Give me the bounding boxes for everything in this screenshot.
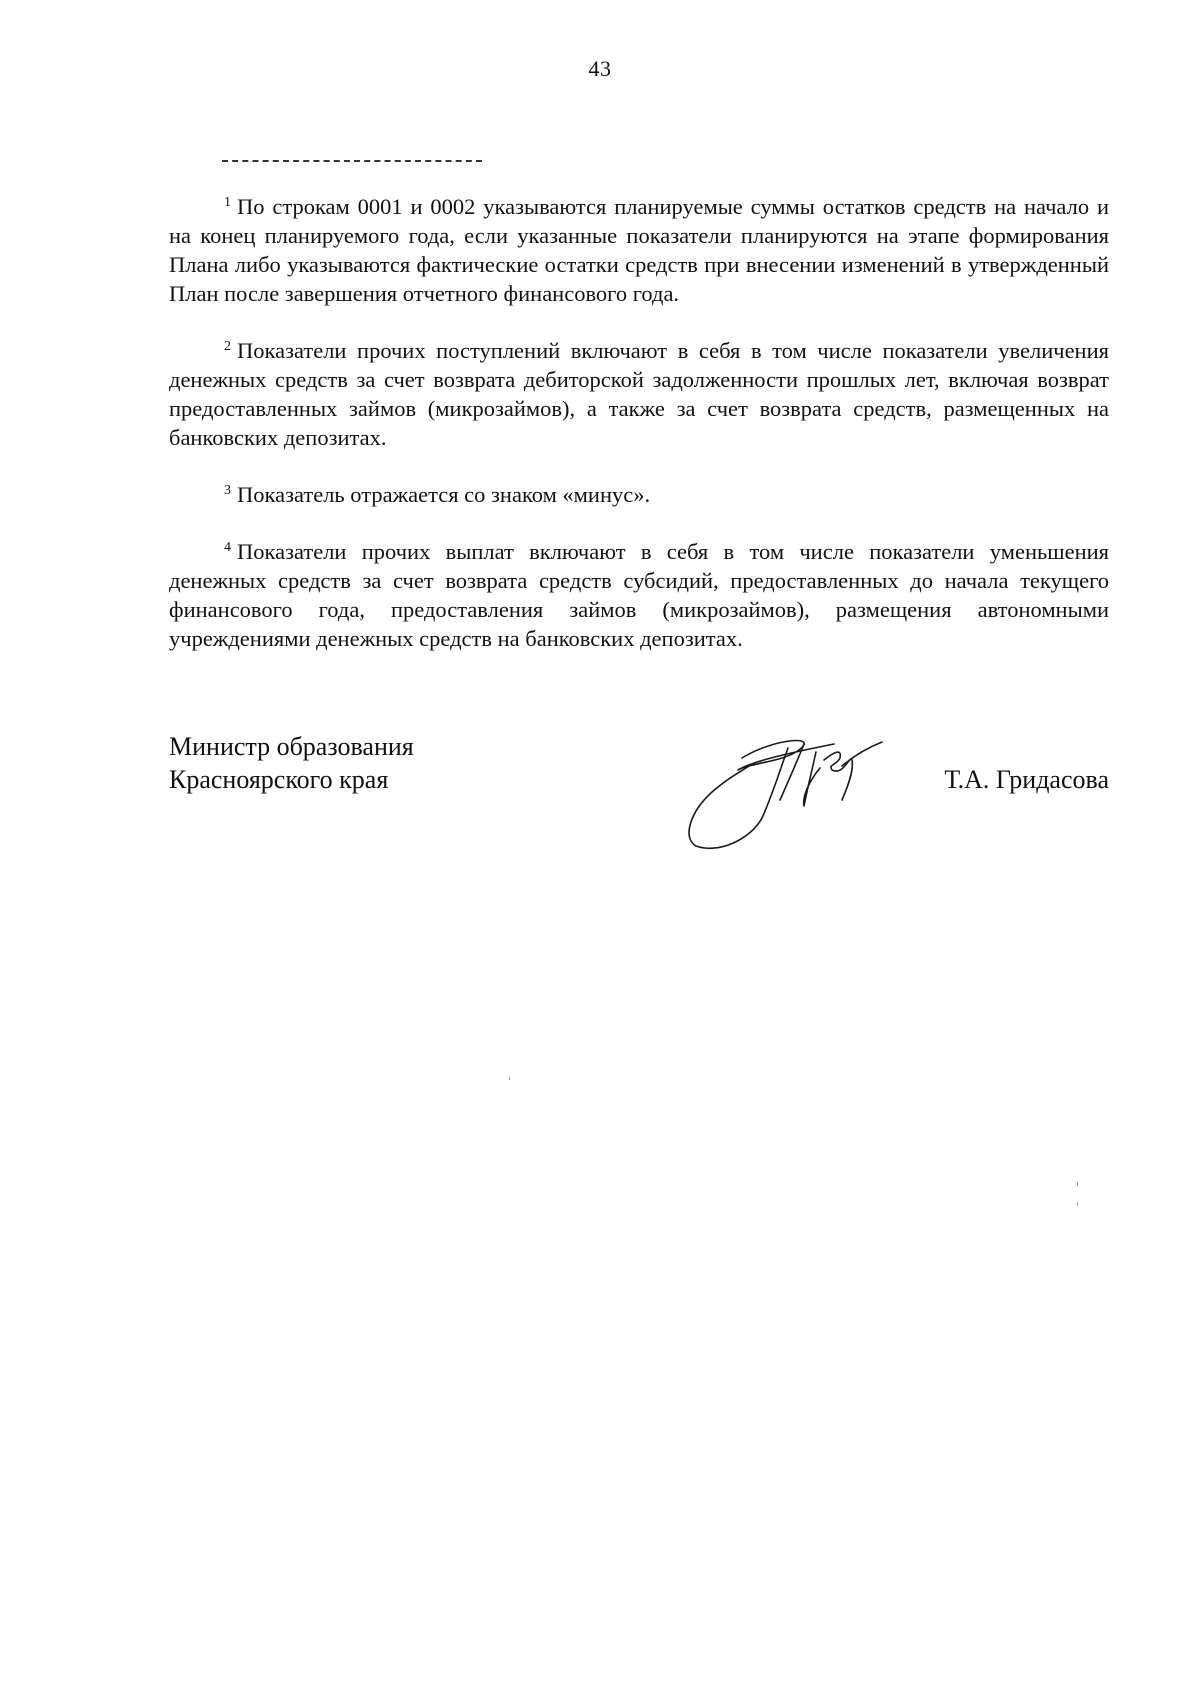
footnote-4 (169, 537, 1109, 653)
page-number: 43 (588, 56, 612, 81)
footnote-2 (169, 336, 1109, 452)
scan-speck (509, 1077, 510, 1080)
footnote-text: По строкам 0001 и 0002 указываются планируемые суммы остатков средств на начало и на конец планируемого года, если указанные показатели планируются на этапе формирования Плана либо указываются фактические остатки средств при внесении изменений в утвержденный План после завершения отчетного финансового года. (169, 194, 1109, 306)
handwritten-signature (684, 730, 884, 855)
footnote-marker: 3 (224, 483, 231, 498)
signer-position-line-2: Красноярского края (169, 765, 389, 794)
footnote-text: Показатели прочих поступлений включают в себя в том числе показатели увеличения денежных средств за счет возврата дебиторской задолженности прошлых лет, включая возврат предоставленных займов (микрозаймов), а также за счет возврата средств, размещенных на банковских депозитах. (169, 338, 1109, 450)
footnote-marker: 1 (224, 195, 231, 210)
signer-position-line-1: Министр образования (169, 732, 414, 761)
footnote-text: Показатель отражается со знаком «минус». (237, 482, 651, 507)
footnotes-section (169, 192, 1109, 681)
footnote-marker: 2 (224, 339, 231, 354)
scan-speck (1077, 1203, 1078, 1206)
signer-name: Т.А. Гридасова (944, 765, 1109, 794)
footnote-separator (222, 160, 482, 162)
signature-block (169, 730, 1109, 860)
footnote-marker: 4 (224, 540, 231, 555)
scan-speck (1077, 1182, 1078, 1186)
footnote-3 (169, 480, 1109, 509)
signer-position (169, 730, 414, 796)
footnote-1 (169, 192, 1109, 308)
footnote-text: Показатели прочих выплат включают в себя в том числе показатели уменьшения денежных средств за счет возврата средств субсидий, предоставленных до начала текущего финансового года, предоставления займов (микрозаймов), размещения автономными учреждениями денежных средств на банковских депозитах. (169, 539, 1109, 651)
